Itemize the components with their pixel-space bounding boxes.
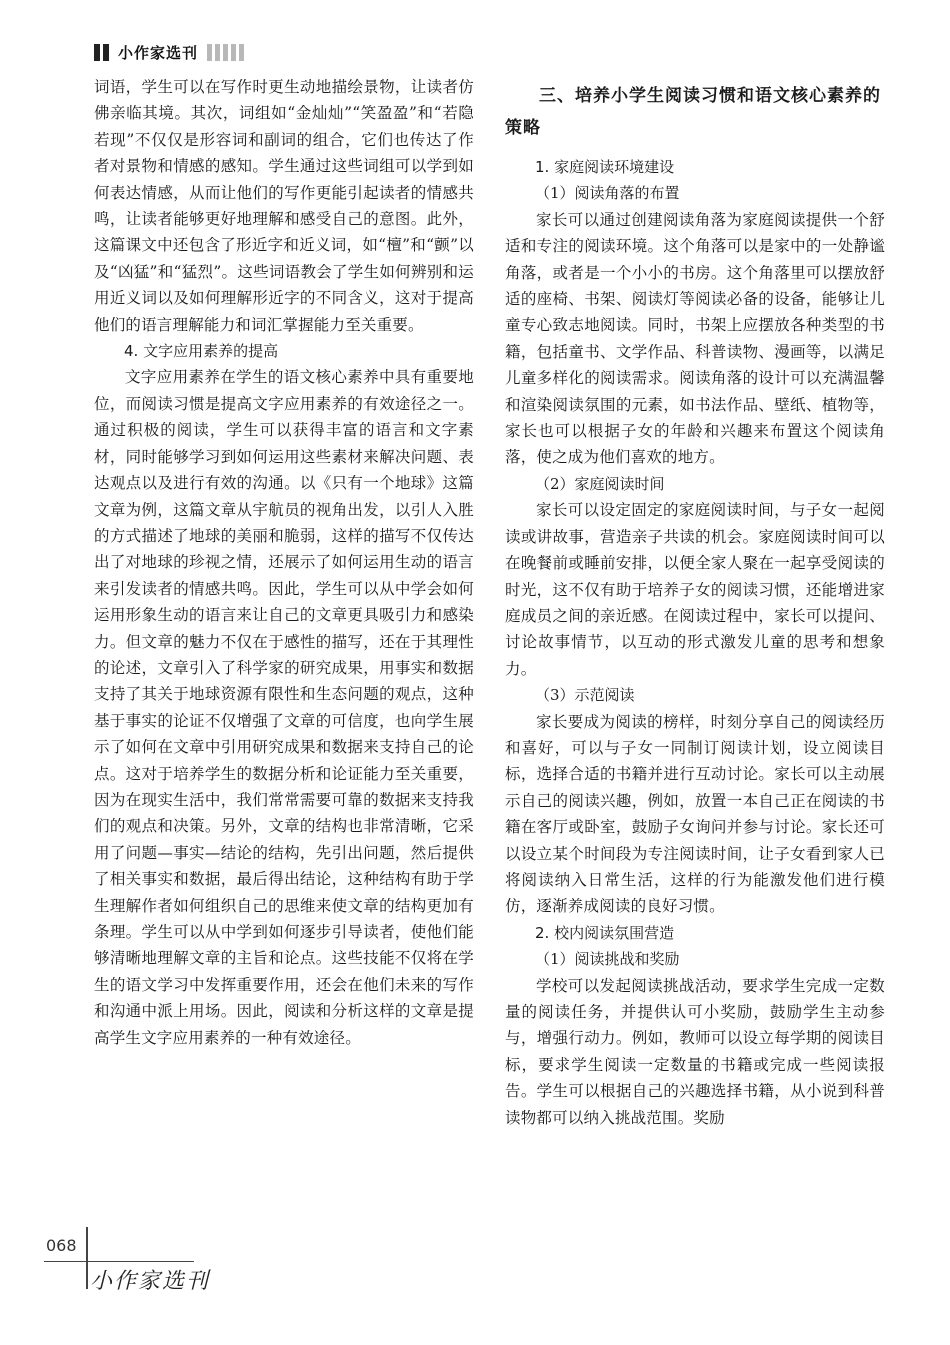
running-header — [94, 40, 244, 64]
page-number: 068 — [46, 1236, 77, 1255]
item-2-heading: （2）家庭阅读时间 — [535, 474, 665, 493]
footer-line — [44, 1261, 194, 1262]
subsection-2-heading: 2. 校内阅读氛围营造 — [535, 923, 675, 942]
right-column — [505, 74, 885, 1131]
item-3-body: 家长要成为阅读的榜样，时刻分享自己的阅读经历和喜好，可以与子女一同制订阅读计划，设立阅读目标，选择合适的书籍并进行互动讨论。家长可以主动展示自己的阅读兴趣，例如，放置一本自己正在阅读的书籍在客厅或卧室，鼓励子女询问并参与讨论。家长还可以设立某个时间段为专注阅读时间，让子女看到家人已将阅读纳入日常生活，这样的行为能激发他们进行模仿，逐渐养成阅读的良好习惯。 — [505, 712, 885, 916]
item-3-heading: （3）示范阅读 — [535, 686, 635, 705]
header-bars-left — [94, 44, 109, 61]
item-2-body: 家长可以设定固定的家庭阅读时间，与子女一起阅读或讲故事，营造亲子共读的机会。家庭阅读时间可以在晚餐前或睡前安排，以便全家人聚在一起享受阅读的时光，这不仅有助于培养子女的阅读习惯，还能增进家庭成员之间的亲近感。在阅读过程中，家长可以提问、讨论故事情节，以互动的形式激发儿童的思考和想象力。 — [505, 501, 885, 678]
subsection-1-heading: 1. 家庭阅读环境建设 — [535, 158, 675, 176]
paragraph-continued: 词语，学生可以在写作时更生动地描绘景物，让读者仿佛亲临其境。其次，词组如“金灿灿”“笑盈盈”和“若隐若现”不仅仅是形容词和副词的组合，它们也传达了作者对景物和情感的感知。学生通过这些词组可以学到如何表达情感，从而让他们的写作更能引起读者的情感共鸣，让读者能够更好地理解和感受自己的意图。此外，这篇课文中还包含了形近字和近义词，如“檀”和“颤”以及“凶猛”和“猛烈”。这些词语教会了学生如何辨别和运用近义词以及如何理解形近字的不同含义，这对于提高他们的语言理解能力和词汇掌握能力至关重要。 — [94, 78, 474, 334]
header-bars-right — [207, 44, 244, 61]
journal-title: 小作家选刊 — [118, 43, 199, 62]
section-4-body: 文字应用素养在学生的语文核心素养中具有重要地位，而阅读习惯是提高文字应用素养的有效途径之一。通过积极的阅读，学生可以获得丰富的语言和文字素材，同时能够学习到如何运用这些素材来解决问题、表达观点以及进行有效的沟通。以《只有一个地球》这篇文章为例，这篇文章从宇航员的视角出发，以引人入胜的方式描述了地球的美丽和脆弱，这样的描写不仅传达出了对地球的珍视之情，还展示了如何运用生动的语言来引发读者的情感共鸣。因此，学生可以从中学会如何运用形象生动的语言来让自己的文章更具吸引力和感染力。但文章的魅力不仅在于感性的描写，还在于其理性的论述，文章引入了科学家的研究成果，用事实和数据支持了其关于地球资源有限性和生态问题的观点，这种基于事实的论证不仅增强了文章的可信度，也向学生展示了如何在文章中引用研究成果和数据来支持自己的论点。这对于培养学生的数据分析和论证能力至关重要，因为在现实生活中，我们常常需要可靠的数据来支持我们的观点和决策。另外，文章的结构也非常清晰，它采用了问题—事实—结论的结构，先引出问题，然后提供了相关事实和数据，最后得出结论，这种结构有助于学生理解作者如何组织自己的思维来使文章的结构更加有条理。学生可以从中学到如何逐步引导读者，使他们能够清晰地理解文章的主旨和论点。这些技能不仅将在学生的语文学习中发挥重要作用，还会在他们未来的写作和沟通中派上用场。因此，阅读和分析这样的文章是提高学生文字应用素养的一种有效途径。 — [94, 368, 474, 1047]
item-1-heading: （1）阅读角落的布置 — [535, 184, 680, 203]
section-4-heading: 4. 文字应用素养的提高 — [124, 342, 279, 361]
item-1-body: 家长可以通过创建阅读角落为家庭阅读提供一个舒适和专注的阅读环境。这个角落可以是家中的一处静谧角落，或者是一个小小的书房。这个角落里可以摆放舒适的座椅、书架、阅读灯等阅读必备的设备，能够让儿童专心致志地阅读。同时，书架上应摆放各种类型的书籍，包括童书、文学作品、科普读物、漫画等，以满足儿童多样化的阅读需求。阅读角落的设计可以充满温馨和渲染阅读氛围的元素，如书法作品、壁纸、植物等，家长也可以根据子女的年龄和兴趣来布置这个阅读角落，使之成为他们喜欢的地方。 — [505, 210, 885, 467]
item-4-heading: （1）阅读挑战和奖励 — [535, 950, 680, 969]
section-3-title: 三、培养小学生阅读习惯和语文核心素养的策略 — [505, 86, 881, 138]
footer-logo: 小作家选刊 — [90, 1269, 211, 1294]
left-column — [94, 74, 474, 1051]
item-4-body: 学校可以发起阅读挑战活动，要求学生完成一定数量的阅读任务，并提供认可小奖励，鼓励学生主动参与，增强行动力。例如，教师可以设立每学期的阅读目标，要求学生阅读一定数量的书籍或完成一些阅读报告。学生可以根据自己的兴趣选择书籍，从小说到科普读物都可以纳入挑战范围。奖励 — [505, 976, 885, 1127]
